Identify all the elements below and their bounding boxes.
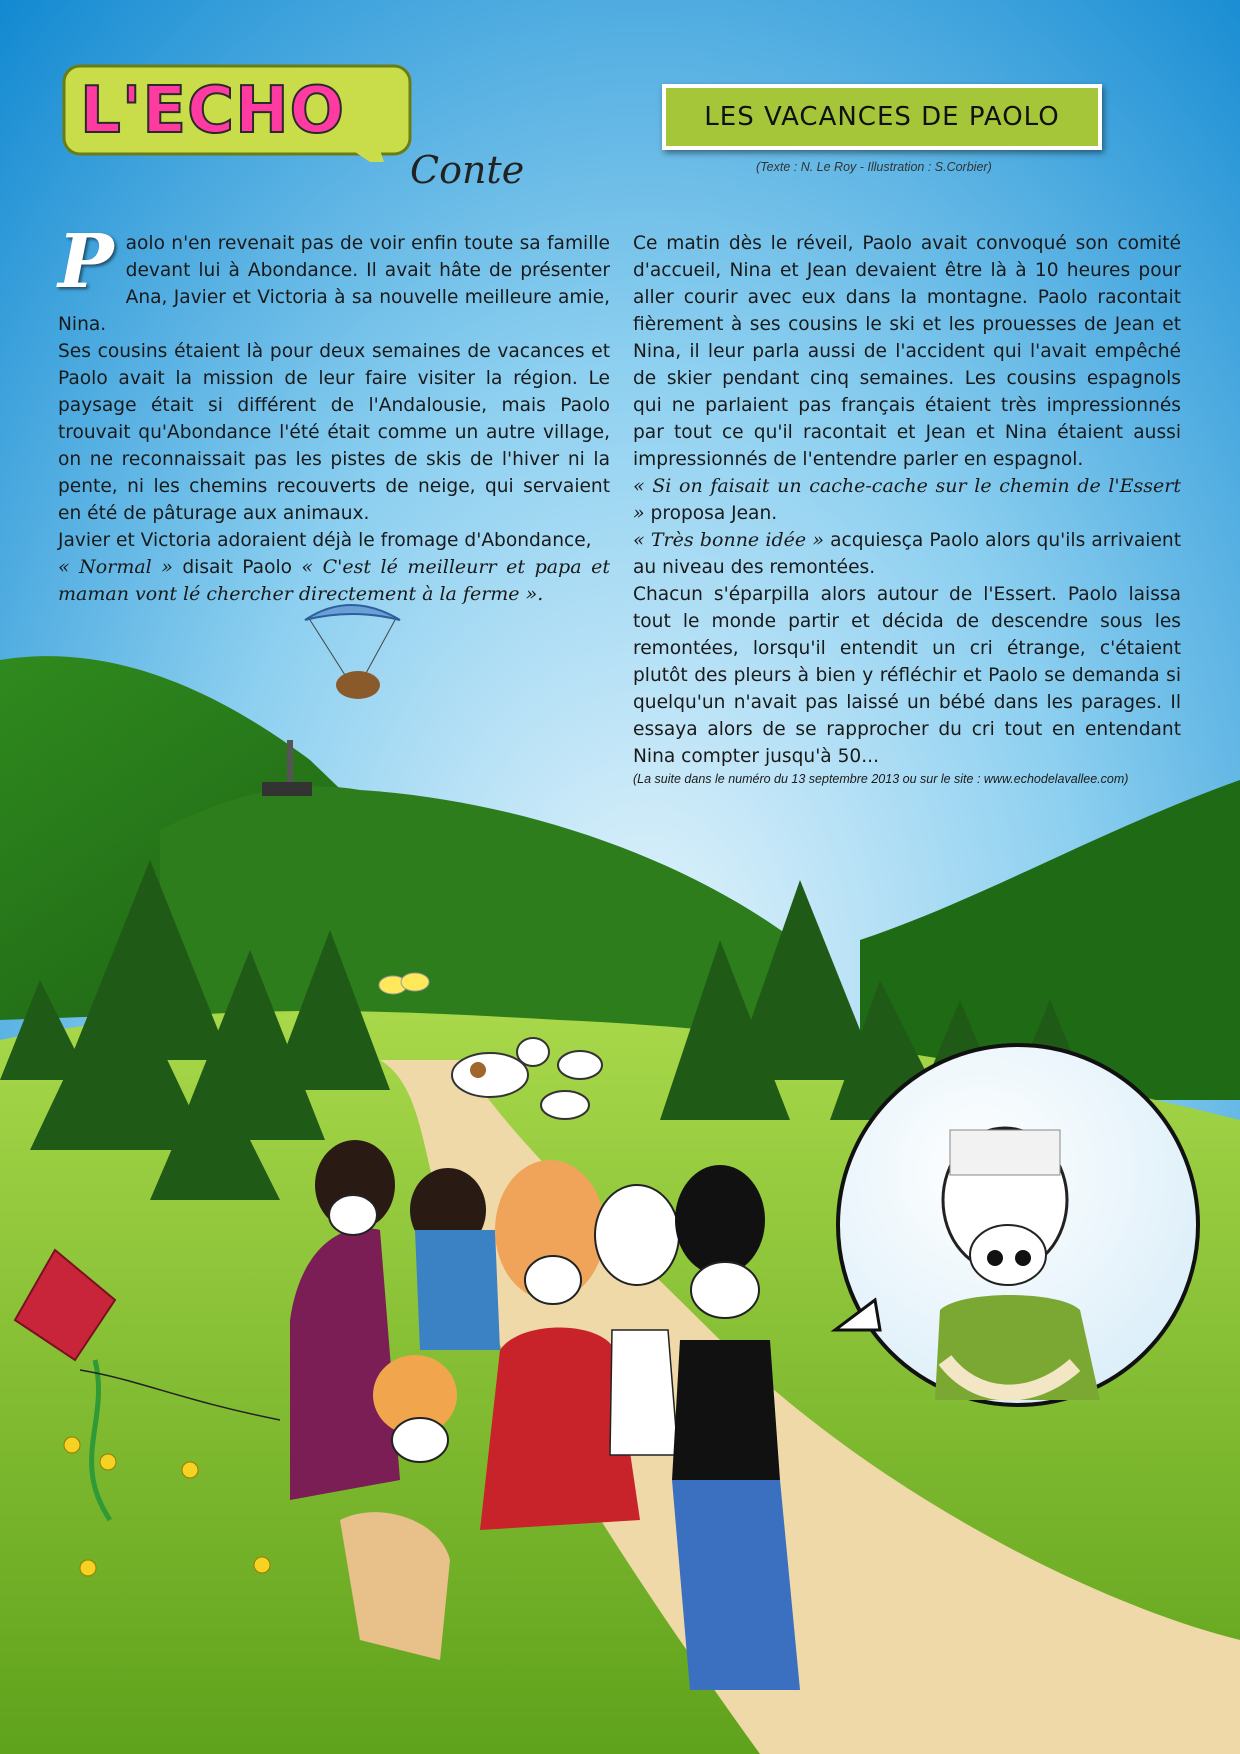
paragraph-6 bbox=[633, 527, 1181, 581]
paragraph-3-text: Javier et Victoria adoraient déjà le fromage d'Abondance, bbox=[58, 530, 592, 551]
speech-bubble-injured-cow bbox=[835, 1045, 1198, 1405]
paragraph-1-text: aolo n'en revenait pas de voir enfin toute sa famille devant lui à Abondance. Il avait hâte de présenter Ana, Javier et Victoria à sa nouvelle meilleure amie, Nina. bbox=[58, 233, 610, 335]
paragraph-5 bbox=[633, 473, 1181, 527]
said-text: disait Paolo bbox=[172, 557, 302, 578]
credits: (Texte : N. Le Roy - Illustration : S.Corbier) bbox=[756, 160, 992, 174]
logo-text bbox=[80, 66, 345, 156]
story-title-box bbox=[662, 84, 1102, 150]
left-column bbox=[58, 219, 610, 608]
quote-normal: « Normal » bbox=[58, 556, 173, 578]
continued-note: (La suite dans le numéro du 13 septembre 2013 ou sur le site : www.echodelavallee.com) bbox=[633, 772, 1129, 786]
paragraph-7: Chacun s'éparpilla alors autour de l'Essert. Paolo laissa tout le monde partir et décida de descendre sous les remontées, lorsqu'il entendit un cri étrange, c'étaient plutôt des pleurs à bien y réfléchir et Paolo se demanda si quelqu'un n'avait pas laissé un bébé dans les parages. Il essaya alors de se rapprocher du cri tout en entendant Nina compter jusqu'à 50... bbox=[633, 584, 1181, 767]
right-column bbox=[633, 230, 1181, 788]
paragraph-4: Ce matin dès le réveil, Paolo avait convoqué son comité d'accueil, Nina et Jean devaient être là à 10 heures pour aller courir avec eux dans la montagne. Paolo racontait fièrement à ses cousins le ski et les prouesses de Jean et Nina, il leur parla aussi de l'accident qui l'avait empêché de skier pendant cinq semaines. Les cousins espagnols qui ne parlaient pas français étaient très impressionnés par tout ce qu'il racontait et Jean et Nina étaient aussi impressionnés de l'entendre parler en espagnol. bbox=[633, 233, 1181, 470]
proposa-text: proposa Jean. bbox=[644, 503, 778, 524]
story-title: LES VACANCES DE PAOLO bbox=[704, 102, 1060, 132]
quote-paolo: « C'est lé meilleurr et papa et maman vont lé chercher directement à la ferme ». bbox=[58, 556, 610, 605]
paragraph-3 bbox=[58, 527, 610, 608]
paragraph-1 bbox=[58, 219, 610, 338]
logo-text-content: L'ECHO bbox=[80, 74, 346, 148]
quote-paolo-2: « Très bonne idée » bbox=[633, 529, 825, 551]
section-label: Conte bbox=[410, 148, 525, 192]
quote-jean: « Si on faisait un cache-cache sur le chemin de l'Essert » bbox=[633, 475, 1181, 524]
drop-cap: P bbox=[58, 219, 114, 305]
paragraph-2: Ses cousins étaient là pour deux semaines de vacances et Paolo avait la mission de leur faire visiter la région. Le paysage était si différent de l'Andalousie, mais Paolo trouvait qu'Abondance l'été était comme un autre village, on ne reconnaissait pas les pistes de skis de l'hiver ni la pente, ni les chemins recouverts de neige, qui servaient en été de pâturage aux animaux. bbox=[58, 341, 610, 524]
acquiesca-text: acquiesça Paolo alors qu'ils arrivaient au niveau des remontées. bbox=[633, 530, 1181, 578]
